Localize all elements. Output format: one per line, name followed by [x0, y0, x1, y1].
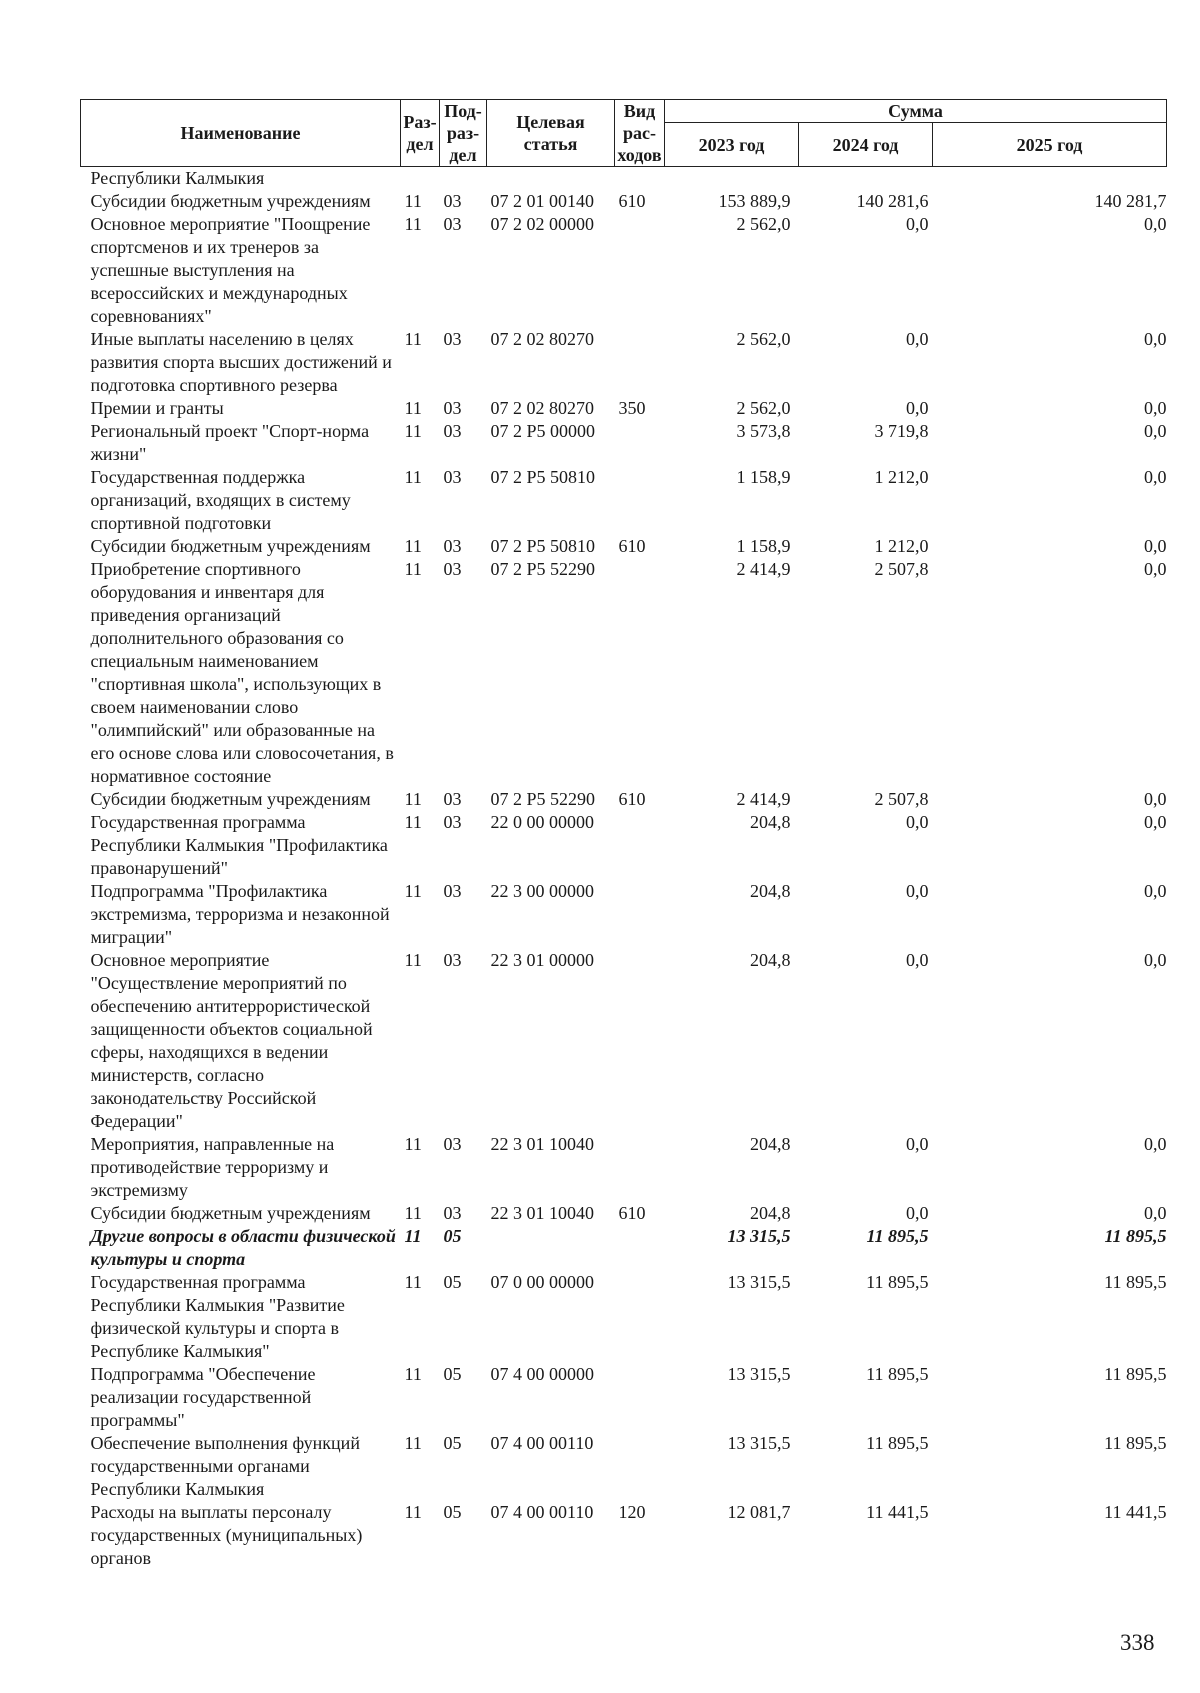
table-row — [81, 1271, 1167, 1363]
row-name-line: министерств, согласно — [90, 1065, 265, 1085]
row-podrazdel: 03 — [443, 1134, 462, 1154]
row-razdel: 11 — [404, 1134, 422, 1154]
row-podrazdel: 05 — [443, 1433, 462, 1453]
header-target — [487, 100, 615, 167]
row-sum-2024: 0,0 — [906, 881, 929, 901]
row-sum-2025 — [933, 167, 1167, 191]
row-razdel: 11 — [404, 536, 422, 556]
row-name — [81, 949, 401, 1133]
header-target-line1: Целевая — [516, 112, 585, 132]
header-vid — [615, 100, 665, 167]
row-sum-2024: 1 212,0 — [874, 536, 929, 556]
row-target-article: 07 2 02 00000 — [490, 214, 594, 234]
row-target-article: 22 3 00 00000 — [490, 881, 594, 901]
budget-table — [80, 99, 1167, 1570]
row-name-line: жизни" — [90, 444, 147, 464]
row-podrazdel: 03 — [443, 191, 462, 211]
row-target-article: 22 0 00 00000 — [490, 812, 594, 832]
row-expense-type — [615, 1225, 665, 1271]
row-sum-2024: 11 441,5 — [866, 1502, 929, 1522]
row-podrazdel: 03 — [443, 467, 462, 487]
row-name-line: Премии и гранты — [90, 398, 224, 418]
row-name — [81, 880, 401, 949]
row-name-line: физической культуры и спорта в — [90, 1318, 340, 1338]
row-sum-2024 — [799, 167, 933, 191]
row-expense-type: 120 — [618, 1502, 646, 1522]
row-name — [81, 1133, 401, 1202]
table-row — [81, 1432, 1167, 1501]
row-target-article: 22 3 01 10040 — [490, 1203, 594, 1223]
row-name-line: своем наименовании слово — [90, 697, 299, 717]
row-name — [81, 1363, 401, 1432]
header-vid-line1: Вид — [623, 101, 656, 121]
row-sum-2025: 140 281,7 — [1094, 191, 1167, 211]
row-razdel: 11 — [404, 1226, 422, 1246]
header-razdel-line2: дел — [406, 134, 434, 154]
row-name-line: Региональный проект "Спорт-норма — [90, 421, 370, 441]
row-sum-2025: 11 441,5 — [1104, 1502, 1167, 1522]
row-name-line: государственными органами — [90, 1456, 310, 1476]
row-razdel: 11 — [404, 398, 422, 418]
row-sum-2023: 2 562,0 — [736, 329, 791, 349]
row-expense-type — [615, 466, 665, 535]
row-name-line: Республики Калмыкия — [90, 1479, 265, 1499]
row-name-line: "олимпийский" или образованные на — [90, 720, 375, 740]
row-sum-2025: 11 895,5 — [1104, 1433, 1167, 1453]
row-podrazdel: 03 — [443, 812, 462, 832]
row-sum-2024: 0,0 — [906, 1134, 929, 1154]
row-name-line: Республики Калмыкия "Профилактика — [90, 835, 388, 855]
header-year-2025: 2025 год — [933, 123, 1167, 167]
row-expense-type — [615, 1432, 665, 1501]
row-name-line: Иные выплаты населению в целях — [90, 329, 354, 349]
row-name-line: Республики Калмыкия — [90, 168, 265, 188]
row-sum-2023: 13 315,5 — [727, 1364, 791, 1384]
row-sum-2025: 0,0 — [1144, 421, 1167, 441]
row-sum-2025: 0,0 — [1144, 881, 1167, 901]
row-razdel: 11 — [404, 1272, 422, 1292]
row-sum-2023: 1 158,9 — [736, 467, 791, 487]
row-target-article: 07 2 02 80270 — [490, 329, 594, 349]
row-sum-2025: 0,0 — [1144, 398, 1167, 418]
table-row — [81, 167, 1167, 191]
row-sum-2023: 204,8 — [750, 881, 791, 901]
row-podrazdel: 03 — [443, 398, 462, 418]
row-razdel: 11 — [404, 559, 422, 579]
row-razdel: 11 — [404, 329, 422, 349]
row-sum-2024: 140 281,6 — [856, 191, 929, 211]
row-podrazdel: 05 — [443, 1272, 462, 1292]
row-sum-2025: 0,0 — [1144, 789, 1167, 809]
row-name — [81, 213, 401, 328]
row-name-line: "Осуществление мероприятий по — [90, 973, 347, 993]
row-sum-2023: 13 315,5 — [727, 1433, 791, 1453]
table-row — [81, 1202, 1167, 1225]
row-sum-2023: 2 562,0 — [736, 214, 791, 234]
row-expense-type — [615, 1363, 665, 1432]
row-sum-2024: 0,0 — [906, 398, 929, 418]
row-name-line: Приобретение спортивного — [90, 559, 301, 579]
row-name-line: Мероприятия, направленные на — [90, 1134, 335, 1154]
row-name-line: органов — [90, 1548, 152, 1568]
row-sum-2023: 12 081,7 — [727, 1502, 791, 1522]
row-expense-type: 610 — [618, 1203, 646, 1223]
row-razdel: 11 — [404, 950, 422, 970]
row-podrazdel: 03 — [443, 421, 462, 441]
row-name-line: миграции" — [90, 927, 173, 947]
row-name-line: Государственная поддержка — [90, 467, 306, 487]
row-name-line: Подпрограмма "Профилактика — [90, 881, 328, 901]
row-expense-type: 610 — [618, 789, 646, 809]
table-row — [81, 1225, 1167, 1271]
row-podrazdel: 03 — [443, 1203, 462, 1223]
row-sum-2025: 0,0 — [1144, 1203, 1167, 1223]
table-row — [81, 1133, 1167, 1202]
row-name-line: спортивной подготовки — [90, 513, 272, 533]
row-name-line: законодательству Российской — [90, 1088, 317, 1108]
row-sum-2025: 0,0 — [1144, 812, 1167, 832]
row-sum-2025: 0,0 — [1144, 214, 1167, 234]
row-sum-2025: 0,0 — [1144, 536, 1167, 556]
row-name-line: программы" — [90, 1410, 185, 1430]
row-name-line: спортсменов и их тренеров за — [90, 237, 320, 257]
row-podrazdel: 05 — [443, 1502, 462, 1522]
header-year-2023: 2023 год — [665, 123, 799, 167]
table-row — [81, 190, 1167, 213]
header-razdel-line1: Раз- — [403, 112, 437, 132]
row-sum-2025: 0,0 — [1144, 559, 1167, 579]
row-expense-type — [615, 949, 665, 1133]
row-sum-2024: 11 895,5 — [866, 1364, 929, 1384]
row-sum-2024: 0,0 — [906, 950, 929, 970]
header-sum: Сумма — [665, 100, 1167, 123]
row-name — [81, 788, 401, 811]
row-name-line: Государственная программа — [90, 812, 306, 832]
row-razdel: 11 — [404, 421, 422, 441]
row-podrazdel: 03 — [443, 536, 462, 556]
row-podrazdel — [440, 167, 487, 191]
row-sum-2023: 2 562,0 — [736, 398, 791, 418]
row-expense-type — [615, 420, 665, 466]
row-target-article: 07 2 P5 50810 — [490, 467, 596, 487]
row-expense-type — [615, 880, 665, 949]
row-razdel: 11 — [404, 1203, 422, 1223]
row-podrazdel: 05 — [443, 1226, 462, 1246]
row-sum-2024: 2 507,8 — [874, 789, 929, 809]
row-name — [81, 1271, 401, 1363]
header-podrazdel-line2: раз- — [446, 123, 480, 143]
row-sum-2024: 11 895,5 — [866, 1226, 929, 1246]
row-sum-2023: 13 315,5 — [727, 1272, 791, 1292]
row-name-line: Субсидии бюджетным учреждениям — [90, 789, 371, 809]
row-sum-2023: 153 889,9 — [718, 191, 791, 211]
table-row — [81, 811, 1167, 880]
row-name-line: организаций, входящих в систему — [90, 490, 351, 510]
row-sum-2025: 0,0 — [1144, 950, 1167, 970]
row-sum-2023: 204,8 — [750, 812, 791, 832]
row-target-article: 07 2 01 00140 — [490, 191, 594, 211]
row-sum-2024: 0,0 — [906, 812, 929, 832]
header-podrazdel-line1: Под- — [444, 101, 482, 121]
table-body — [81, 167, 1167, 1571]
table-row — [81, 213, 1167, 328]
row-name-line: государственных (муниципальных) — [90, 1525, 363, 1545]
row-sum-2025: 11 895,5 — [1104, 1364, 1167, 1384]
row-name-line: "спортивная школа", использующих в — [90, 674, 382, 694]
row-target-article: 07 2 P5 52290 — [490, 559, 596, 579]
row-target-article: 22 3 01 10040 — [490, 1134, 594, 1154]
row-name-line: Субсидии бюджетным учреждениям — [90, 536, 371, 556]
row-target-article: 07 0 00 00000 — [490, 1272, 594, 1292]
row-name-line: сферы, находящихся в ведении — [90, 1042, 329, 1062]
row-name-line: экстремизму — [90, 1180, 188, 1200]
row-name-line: Субсидии бюджетным учреждениям — [90, 191, 371, 211]
row-name-line: соревнованиях" — [90, 306, 212, 326]
row-sum-2024: 1 212,0 — [874, 467, 929, 487]
row-name — [81, 535, 401, 558]
row-podrazdel: 05 — [443, 1364, 462, 1384]
row-name-line: нормативное состояние — [90, 766, 272, 786]
row-sum-2024: 0,0 — [906, 214, 929, 234]
row-name-line: культуры и спорта — [90, 1249, 246, 1269]
row-name-line: обеспечению антитеррористической — [90, 996, 371, 1016]
header-name: Наименование — [81, 100, 401, 167]
row-name-line: Основное мероприятие "Поощрение — [90, 214, 371, 234]
row-sum-2023: 204,8 — [750, 950, 791, 970]
row-target-article: 07 2 P5 50810 — [490, 536, 596, 556]
table-row — [81, 328, 1167, 397]
row-sum-2025: 0,0 — [1144, 1134, 1167, 1154]
row-expense-type: 610 — [618, 191, 646, 211]
row-razdel: 11 — [404, 1364, 422, 1384]
row-name-line: дополнительного образования со — [90, 628, 344, 648]
row-razdel: 11 — [404, 1433, 422, 1453]
row-name-line: приведения организаций — [90, 605, 281, 625]
row-sum-2023 — [665, 167, 799, 191]
row-name — [81, 1432, 401, 1501]
row-sum-2024: 11 895,5 — [866, 1433, 929, 1453]
row-expense-type — [615, 328, 665, 397]
row-name — [81, 558, 401, 788]
row-name-line: правонарушений" — [90, 858, 228, 878]
row-name — [81, 466, 401, 535]
row-expense-type — [615, 167, 665, 191]
row-name-line: специальным наименованием — [90, 651, 319, 671]
row-name-line: Республики Калмыкия "Развитие — [90, 1295, 345, 1315]
row-target-article — [487, 167, 615, 191]
row-razdel: 11 — [404, 214, 422, 234]
row-name — [81, 420, 401, 466]
row-target-article: 07 2 P5 00000 — [490, 421, 596, 441]
row-name — [81, 190, 401, 213]
table-row — [81, 880, 1167, 949]
row-name-line: Другие вопросы в области физической — [90, 1226, 396, 1246]
row-name-line: Субсидии бюджетным учреждениям — [90, 1203, 371, 1223]
row-name-line: противодействие терроризму и — [90, 1157, 329, 1177]
row-razdel — [401, 167, 440, 191]
row-name — [81, 1501, 401, 1570]
row-expense-type — [615, 811, 665, 880]
row-razdel: 11 — [404, 812, 422, 832]
table-row — [81, 397, 1167, 420]
row-sum-2025: 0,0 — [1144, 329, 1167, 349]
row-sum-2023: 2 414,9 — [736, 559, 791, 579]
row-target-article: 07 2 02 80270 — [490, 398, 594, 418]
row-name — [81, 397, 401, 420]
row-name-line: успешные выступления на — [90, 260, 295, 280]
row-name-line: Республике Калмыкия" — [90, 1341, 270, 1361]
row-podrazdel: 03 — [443, 329, 462, 349]
row-name-line: оборудования и инвентаря для — [90, 582, 325, 602]
table-row — [81, 1501, 1167, 1570]
row-name — [81, 1225, 401, 1271]
table-row — [81, 949, 1167, 1133]
header-razdel — [401, 100, 440, 167]
row-sum-2024: 3 719,8 — [874, 421, 929, 441]
row-expense-type — [615, 213, 665, 328]
row-razdel: 11 — [404, 1502, 422, 1522]
row-razdel: 11 — [404, 191, 422, 211]
row-razdel: 11 — [404, 881, 422, 901]
row-expense-type — [615, 1271, 665, 1363]
row-podrazdel: 03 — [443, 950, 462, 970]
row-name-line: экстремизма, терроризма и незаконной — [90, 904, 390, 924]
row-name-line: всероссийских и международных — [90, 283, 348, 303]
row-target-article: 07 4 00 00110 — [490, 1433, 594, 1453]
row-sum-2023: 1 158,9 — [736, 536, 791, 556]
row-sum-2024: 11 895,5 — [866, 1272, 929, 1292]
row-name — [81, 811, 401, 880]
row-podrazdel: 03 — [443, 559, 462, 579]
header-vid-line2: рас- — [623, 123, 656, 143]
row-podrazdel: 03 — [443, 881, 462, 901]
row-target-article: 07 2 P5 52290 — [490, 789, 596, 809]
row-name-line: Основное мероприятие — [90, 950, 270, 970]
row-sum-2023: 204,8 — [750, 1134, 791, 1154]
table-row — [81, 420, 1167, 466]
row-sum-2025: 11 895,5 — [1104, 1272, 1167, 1292]
row-name-line: Федерации" — [90, 1111, 183, 1131]
row-name-line: Подпрограмма "Обеспечение — [90, 1364, 316, 1384]
page-number: 338 — [1120, 1630, 1155, 1655]
row-sum-2025: 0,0 — [1144, 467, 1167, 487]
row-name-line: развития спорта высших достижений и — [90, 352, 392, 372]
row-podrazdel: 03 — [443, 214, 462, 234]
row-name — [81, 167, 401, 191]
row-name — [81, 1202, 401, 1225]
row-sum-2023: 13 315,5 — [727, 1226, 791, 1246]
row-sum-2023: 204,8 — [750, 1203, 791, 1223]
row-sum-2023: 3 573,8 — [736, 421, 791, 441]
row-expense-type — [615, 1133, 665, 1202]
table-row — [81, 1363, 1167, 1432]
table-row — [81, 788, 1167, 811]
row-name-line: Расходы на выплаты персоналу — [90, 1502, 332, 1522]
row-name-line: Обеспечение выполнения функций — [90, 1433, 360, 1453]
row-name-line: реализации государственной — [90, 1387, 312, 1407]
table-row — [81, 535, 1167, 558]
row-target-article: 07 4 00 00110 — [490, 1502, 594, 1522]
row-name-line: защищенности объектов социальной — [90, 1019, 373, 1039]
row-target-article: 22 3 01 00000 — [490, 950, 594, 970]
header-year-2024: 2024 год — [799, 123, 933, 167]
header-podrazdel — [440, 100, 487, 167]
row-razdel: 11 — [404, 789, 422, 809]
row-sum-2023: 2 414,9 — [736, 789, 791, 809]
row-name-line: его основе слова или словосочетания, в — [90, 743, 394, 763]
row-expense-type: 350 — [618, 398, 646, 418]
row-name — [81, 328, 401, 397]
row-expense-type — [615, 558, 665, 788]
table-header — [81, 100, 1167, 167]
row-podrazdel: 03 — [443, 789, 462, 809]
row-sum-2024: 2 507,8 — [874, 559, 929, 579]
row-sum-2025: 11 895,5 — [1104, 1226, 1167, 1246]
table-row — [81, 466, 1167, 535]
row-razdel: 11 — [404, 467, 422, 487]
row-sum-2024: 0,0 — [906, 1203, 929, 1223]
header-target-line2: статья — [523, 134, 578, 154]
table-row — [81, 558, 1167, 788]
row-expense-type: 610 — [618, 536, 646, 556]
row-name-line: Государственная программа — [90, 1272, 306, 1292]
row-sum-2024: 0,0 — [906, 329, 929, 349]
row-name-line: подготовка спортивного резерва — [90, 375, 338, 395]
header-podrazdel-line3: дел — [449, 145, 477, 165]
row-target-article — [487, 1225, 615, 1271]
header-vid-line3: ходов — [617, 145, 662, 165]
row-target-article: 07 4 00 00000 — [490, 1364, 594, 1384]
